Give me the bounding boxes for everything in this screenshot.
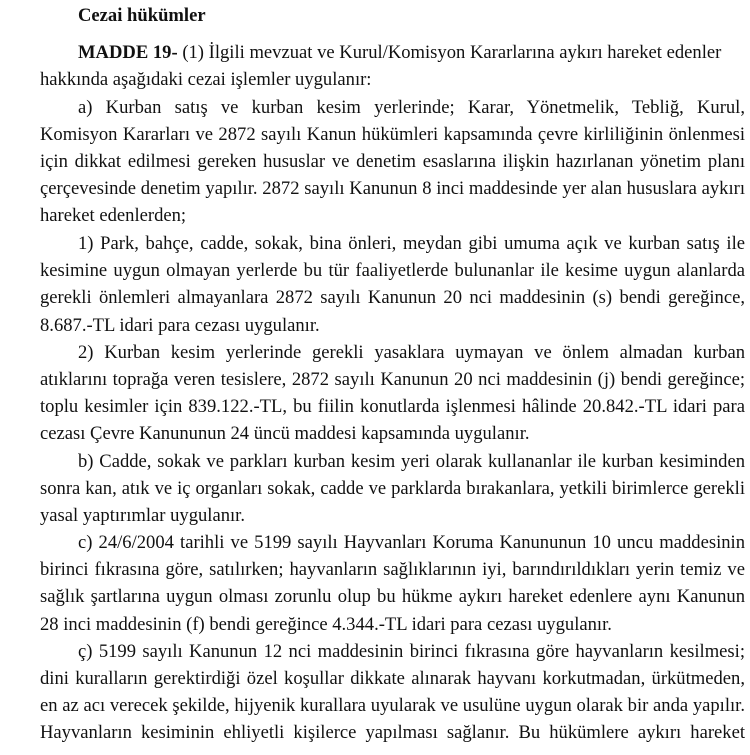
paragraph-line: ç) 5199 sayılı Kanunun 12 nci maddesinin birinci fıkrasına göre hayvanların kesilmesi; [78,641,745,662]
paragraph-line: çerçevesinde denetim yapılır. 2872 sayılı Kanunun 8 inci maddesinde yer alan hususlara aykırı [40,178,745,199]
paragraph-line: en az acı verecek şekilde, hijyenik kurallara uyularak ve usulüne uygun olarak bir anda yapılır. [40,695,745,716]
section-title: Cezai hükümler [78,5,206,26]
paragraph-line: (1) İlgili mevzuat ve Kurul/Komisyon Kararlarına aykırı hareket edenler [177,42,722,63]
paragraph-line: hakkında aşağıdaki cezai işlemler uygulanır: [40,69,372,90]
paragraph-line: 8.687.-TL idari para cezası uygulanır. [40,315,320,336]
paragraph-line: b) Cadde, sokak ve parkları kurban kesim yeri olarak kullananlar ile kurban kesiminden [78,451,745,472]
paragraph-line: dini kuralların gerektirdiği özel koşullar dikkate alınarak hayvanı korkutmadan, ürkütmeden, [40,668,745,689]
paragraph-line: 2) Kurban kesim yerlerinde gerekli yasaklara uymayan ve önlem almadan kurban [78,342,745,363]
paragraph-line: c) 24/6/2004 tarihli ve 5199 sayılı Hayvanları Koruma Kanununun 10 uncu maddesinin [78,532,745,553]
article-first-line [78,40,721,66]
paragraph-line: toplu kesimler için 839.122.-TL, bu fiilin konutlarda işlenmesi hâlinde 20.842.-TL idari para [40,396,745,417]
paragraph-line: hareket edenlerden; [40,205,187,226]
paragraph-line: 28 inci maddesinin (f) bendi gereğince 4.344.-TL idari para cezası uygulanır. [40,614,612,635]
paragraph-line: a) Kurban satış ve kurban kesim yerlerinde; Karar, Yönetmelik, Tebliğ, Kurul, [78,97,745,118]
paragraph-line: birinci fıkrasına göre, satılırken; hayvanların sağlıklarının iyi, barındırıldıkları yerin temiz ve [40,559,745,580]
paragraph-line: sağlık şartlarına uygun olması zorunlu olup bu hükme aykırı hareket edenlere aynı Kanunun [40,586,745,607]
paragraph-line: gerekli önlemleri almayanlara 2872 sayılı Kanunun 20 nci maddesinin (s) bendi gereğince, [40,287,745,308]
article-label: MADDE 19- [78,42,178,63]
paragraph-line: 1) Park, bahçe, cadde, sokak, bina önleri, meydan gibi umuma açık ve kurban satış ile [78,233,745,254]
paragraph-line: cezası Çevre Kanununun 24 üncü maddesi kapsamında uygulanır. [40,423,530,444]
paragraph-line: sonra kan, atık ve iç organları sokak, cadde ve parklarda bırakanlara, yetkili birimlerce gerekli [40,478,745,499]
paragraph-line: Komisyon Kararları ve 2872 sayılı Kanun hükümleri kapsamında çevre kirliliğinin önlenmesi [40,124,745,145]
paragraph-line: için dikkat edilmesi gereken hususlar ve denetim esaslarına ilişkin hazırlanan yönetim planı [40,151,745,172]
paragraph-line: yasal yaptırımlar uygulanır. [40,505,245,526]
paragraph-line: atıklarını toprağa veren tesislere, 2872 sayılı Kanunun 20 nci maddesinin (j) bendi gereğince; [40,369,745,390]
paragraph-line: kesimine uygun olmayan yerlerde bu tür faaliyetlerde bulunanlar ile kesime uygun alanlarda [40,260,745,281]
paragraph-line: Hayvanların kesiminin ehliyetli kişilerce yapılması sağlanır. Bu hükümlere aykırı hareket [40,722,745,743]
